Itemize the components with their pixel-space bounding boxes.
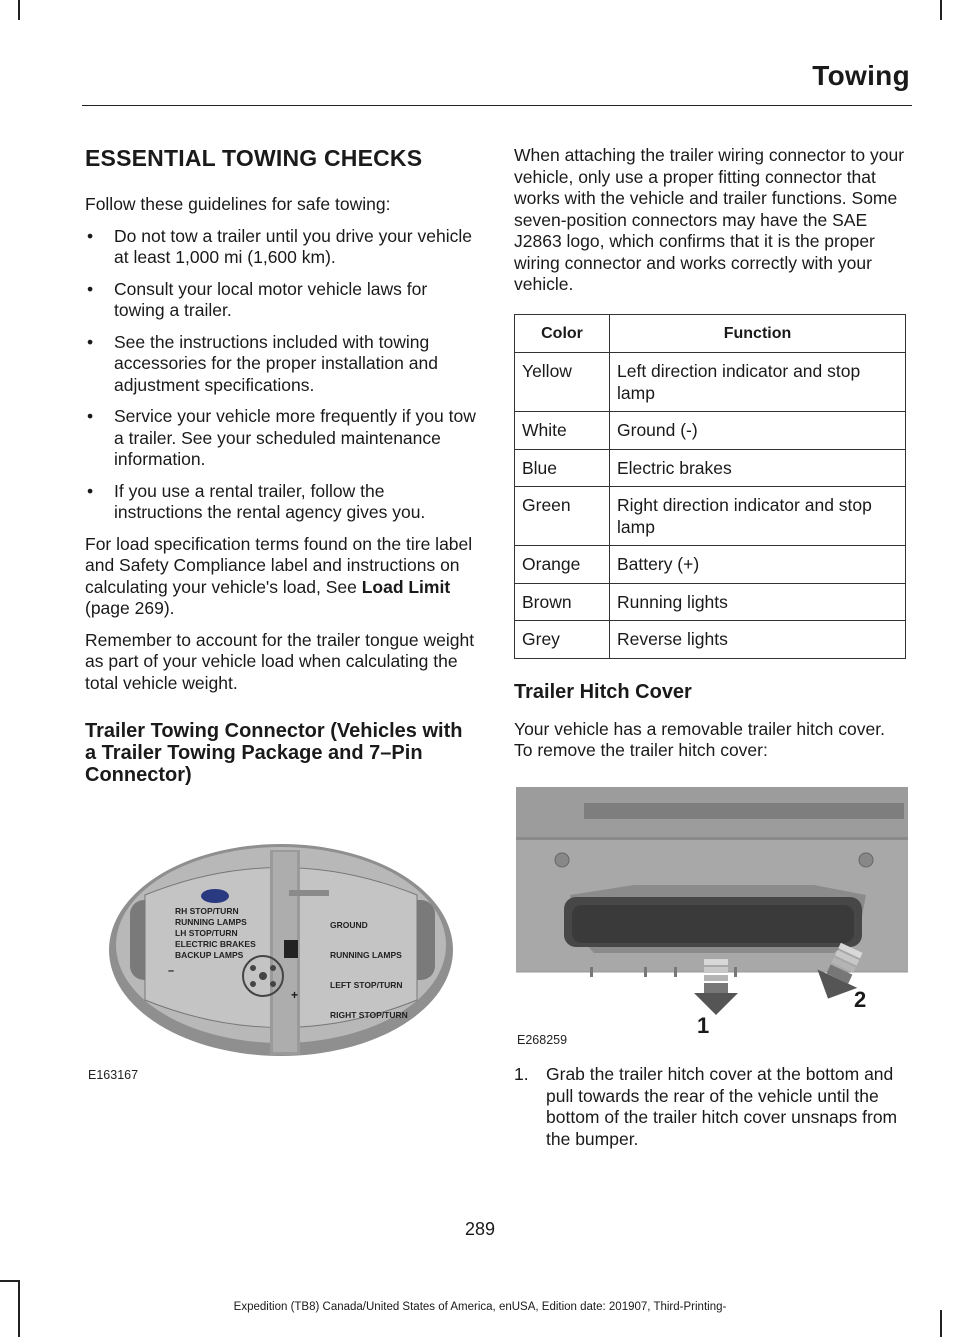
label-ground: GROUND [330, 920, 368, 930]
intro-text: Follow these guidelines for safe towing: [85, 194, 391, 214]
table-row: Orange Battery (+) [515, 546, 906, 584]
list-item: • Do not tow a trailer until you drive your vehicle at least 1,000 mi (1,600 km). [87, 225, 472, 267]
figure-code: E163167 [88, 1068, 139, 1082]
table-row: Grey Reverse lights [515, 621, 906, 659]
edition-line: Expedition (TB8) Canada/United States of America, enUSA, Edition date: 201907, Third-Printing- [233, 1301, 727, 1313]
page-header-title: Towing [812, 60, 910, 91]
connector-figure [85, 840, 477, 1085]
hitch-cover-heading: Trailer Hitch Cover [514, 680, 692, 703]
column-header-color: Color [515, 314, 610, 353]
bullet-icon: • [87, 480, 94, 501]
table-row: Blue Electric brakes [515, 449, 906, 487]
bullet-icon: • [87, 225, 94, 246]
wiring-intro: When attaching the trailer wiring connector to your vehicle, only use a proper fitting connector that works with the vehicle and trailer functions. Some seven-position connectors may have the SAE J2863 logo, which confirms that it is the proper wiring connector and works correctly with your vehicle. [514, 145, 905, 294]
wiring-table [514, 314, 906, 659]
label-minus: – [168, 965, 175, 977]
table-row: Yellow Left direction indicator and stop lamp [515, 353, 906, 412]
hitch-cover-illustration [514, 785, 908, 1050]
step-1 [514, 1064, 906, 1160]
crop-mark-bottom-right [940, 1310, 942, 1337]
figure-code: E268259 [517, 1033, 568, 1047]
list-item: • Consult your local motor vehicle laws for towing a trailer. [87, 278, 428, 320]
hitch-cover-figure [514, 785, 908, 1050]
list-item: • Service your vehicle more frequently if you tow a trailer. See your scheduled maintenance information. [87, 406, 476, 469]
step-text: Grab the trailer hitch cover at the bottom and pull towards the rear of the vehicle until the bottom of the trailer hitch cover unsnaps from the bumper. [546, 1064, 898, 1149]
label-lh-stop-turn: LH STOP/TURN [175, 928, 238, 938]
connector-heading: Trailer Towing Connector (Vehicles with a Trailer Towing Package and 7–Pin Connector) [85, 720, 463, 786]
label-electric-brakes: ELECTRIC BRAKES [175, 939, 256, 949]
label-rh-stop-turn: RH STOP/TURN [175, 906, 239, 916]
list-item: • See the instructions included with towing accessories for the proper installation and adjustment specifications. [87, 331, 438, 395]
tongue-paragraph: Remember to account for the trailer tongue weight as part of your vehicle load when calculating the total vehicle weight. [85, 629, 475, 693]
label-backup-lamps: BACKUP LAMPS [175, 950, 244, 960]
table-row: White Ground (-) [515, 412, 906, 450]
label-right-stop-turn: RIGHT STOP/TURN [330, 1010, 408, 1020]
list-item: • If you use a rental trailer, follow the instructions the rental agency gives you. [87, 480, 426, 522]
table-row: Brown Running lights [515, 583, 906, 621]
crop-mark-top-right [940, 0, 942, 20]
checks-list [85, 226, 477, 524]
load-paragraph: For load specification terms found on the tire label and Safety Compliance label and instructions on calculating your vehicle's load, See Load Limit (page 269). [85, 533, 473, 618]
connector-labels-right [330, 910, 408, 1030]
right-column [514, 145, 906, 772]
header-rule [82, 105, 912, 106]
label-plus: + [291, 988, 299, 1002]
callout-2: 2 [854, 987, 867, 1012]
section-heading: ESSENTIAL TOWING CHECKS [85, 145, 423, 171]
column-header-function: Function [610, 314, 906, 353]
bullet-icon: • [87, 406, 94, 426]
connector-labels-left [175, 906, 256, 961]
table-header-row [515, 314, 906, 353]
bullet-icon: • [87, 331, 94, 352]
label-running-lamps: RUNNING LAMPS [175, 917, 247, 927]
crop-mark-top-left [18, 0, 20, 20]
crop-mark-bottom-left-h [0, 1280, 20, 1282]
label-left-stop-turn: LEFT STOP/TURN [330, 980, 403, 990]
label-running-lamps-right: RUNNING LAMPS [330, 950, 402, 960]
step-number: 1. [514, 1064, 529, 1084]
hitch-cover-intro: Your vehicle has a removable trailer hitch cover. To remove the trailer hitch cover: [514, 718, 885, 760]
connector-illustration [85, 840, 477, 1085]
bullet-icon: • [87, 278, 94, 299]
left-column [85, 145, 477, 786]
table-row: Green Right direction indicator and stop lamp [515, 487, 906, 546]
load-limit-link[interactable]: Load Limit [361, 576, 451, 597]
callout-1: 1 [697, 1013, 710, 1038]
page-number: 289 [464, 1219, 496, 1239]
